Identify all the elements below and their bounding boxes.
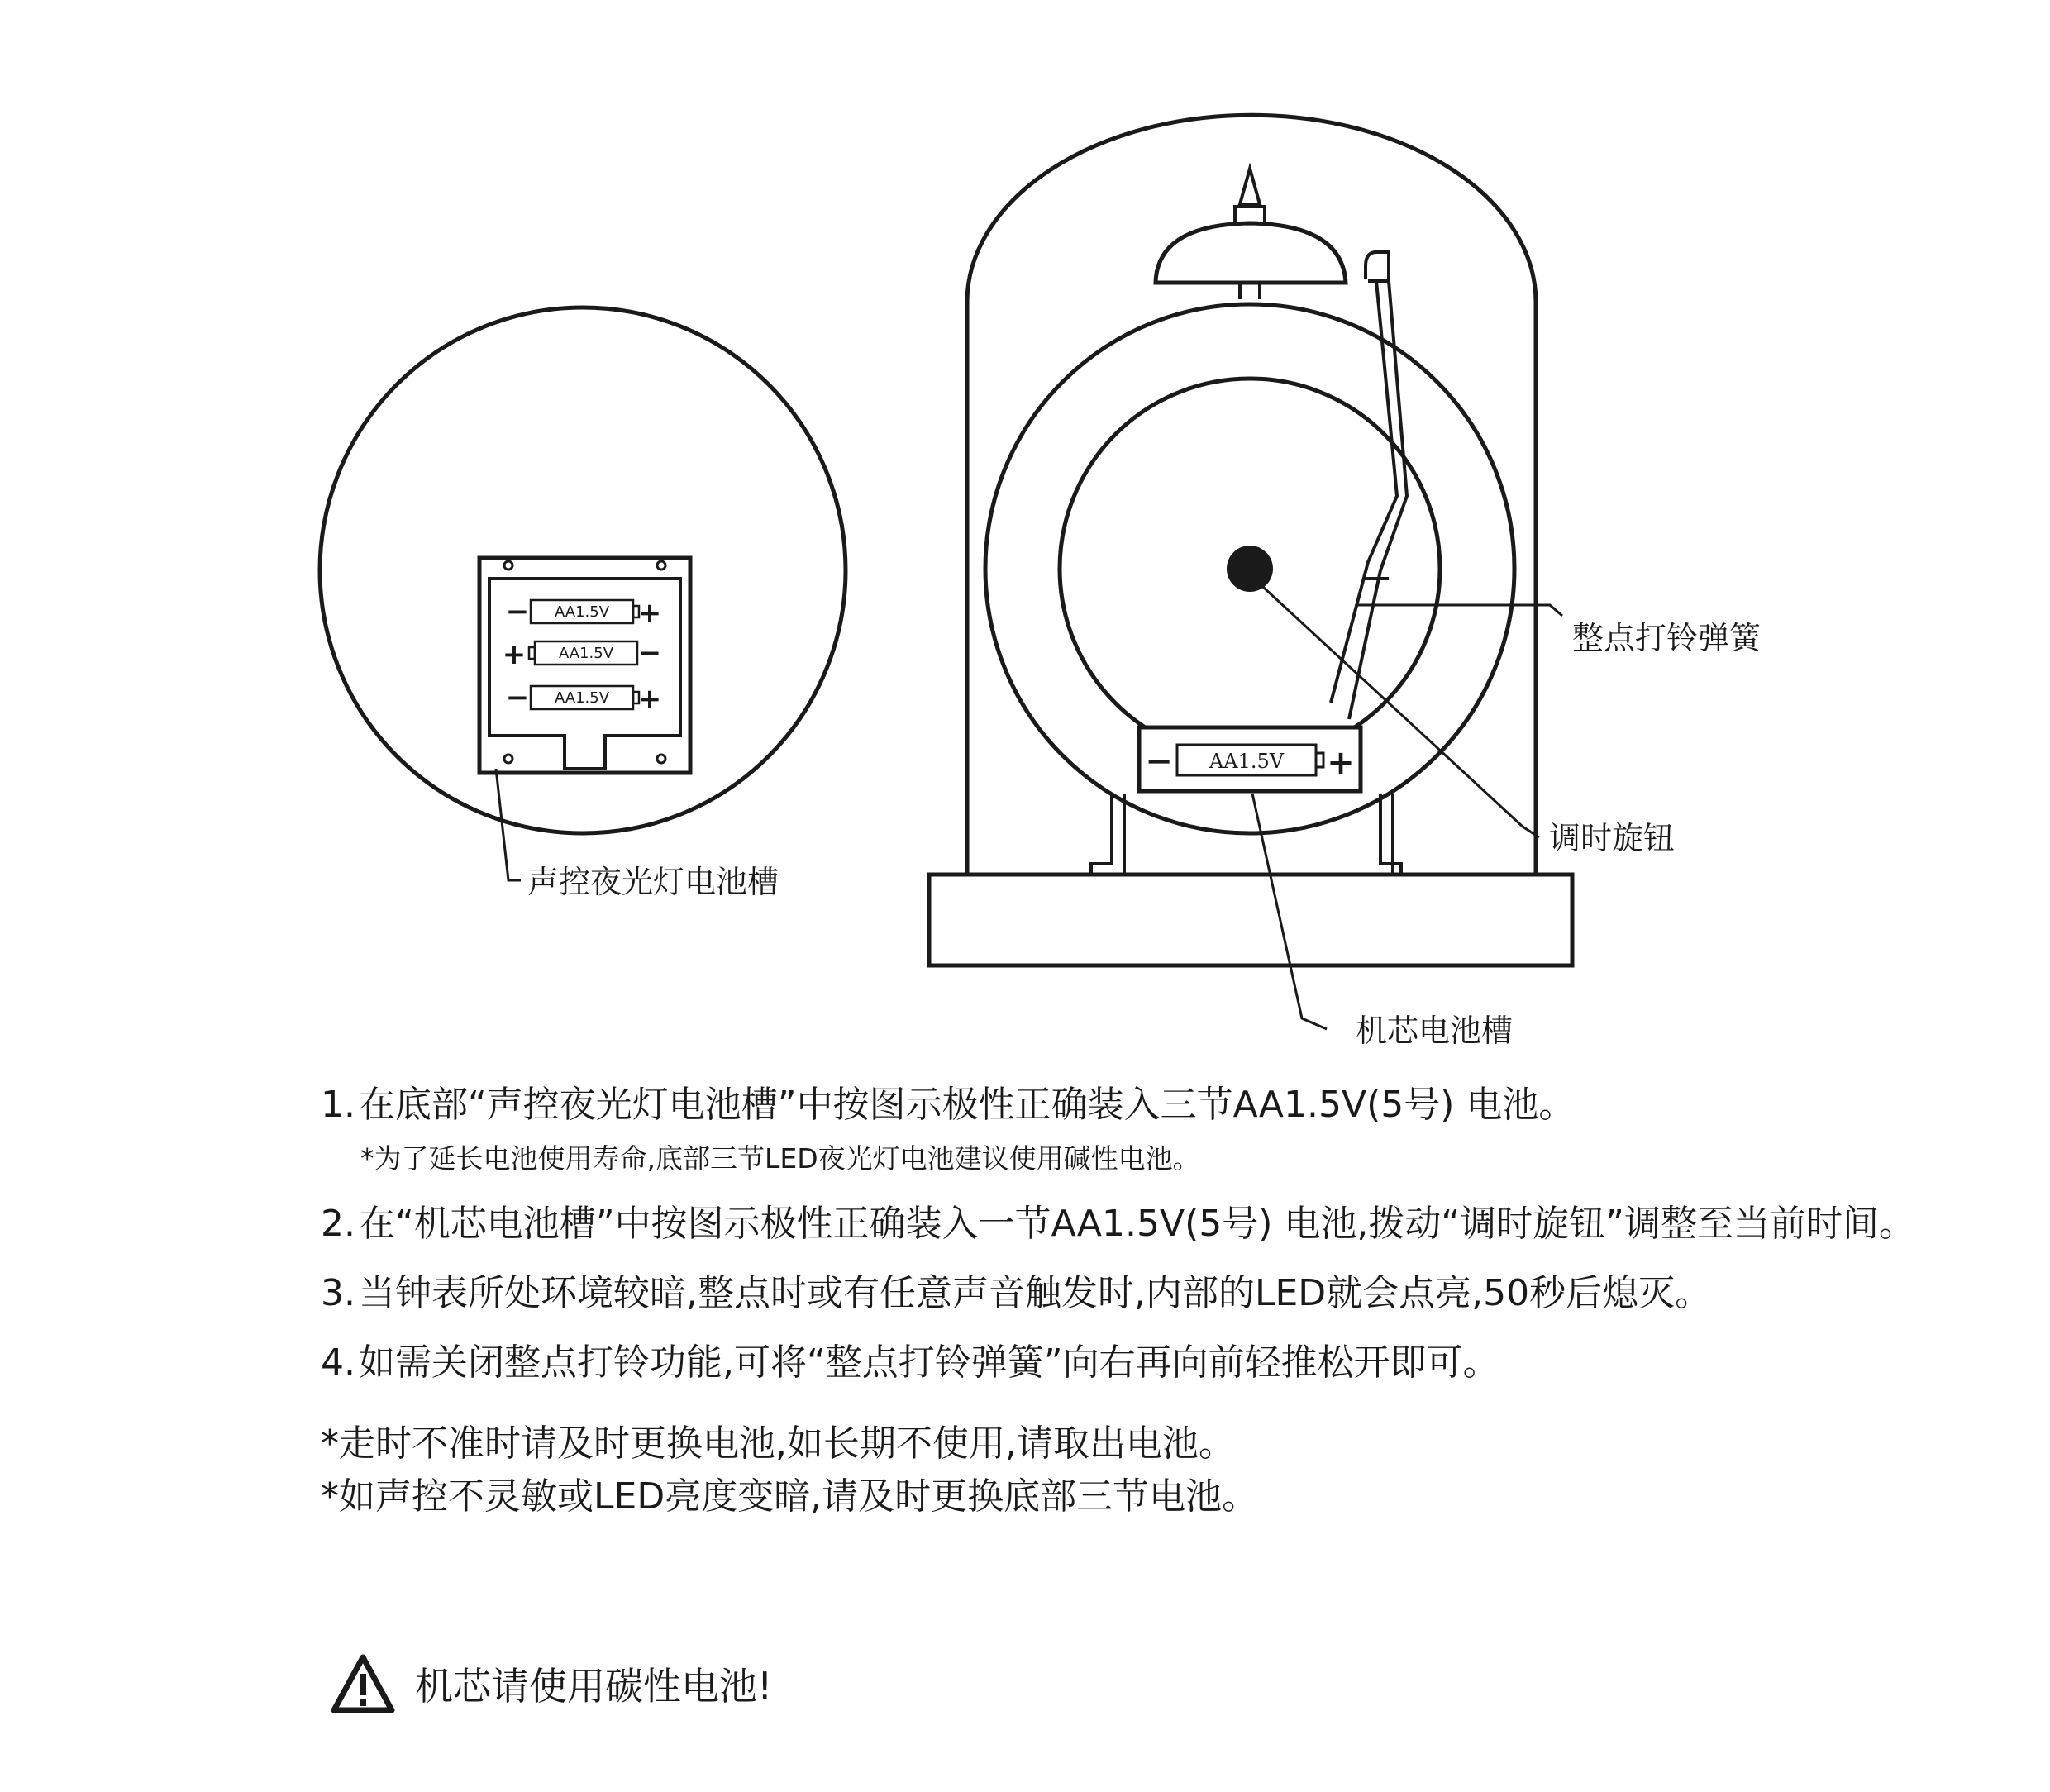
minus-sign: − — [505, 681, 530, 714]
step-text: 在底部“声控夜光灯电池槽”中按图示极性正确装入三节AA1.5V(5号) 电池。 — [359, 1084, 1576, 1126]
callout-line-chime-spring — [1356, 605, 1562, 616]
time-knob — [1227, 546, 1273, 592]
plus-sign: + — [637, 597, 662, 630]
instructions — [321, 1079, 1974, 1523]
battery-label: AA1.5V — [1209, 750, 1285, 773]
minus-sign: − — [505, 595, 530, 628]
bell — [1156, 223, 1346, 283]
tip-line: *如声控不灵敏或LED亮度变暗,请及时更换底部三节电池。 — [321, 1475, 1259, 1518]
step-3 — [321, 1267, 1974, 1320]
label-chime-spring: 整点打铃弹簧 — [1572, 620, 1762, 656]
step-number: 2. — [321, 1203, 355, 1245]
plus-sign: + — [502, 638, 527, 671]
step-text: 如需关闭整点打铃功能,可将“整点打铃弹簧”向右再向前轻推松开即可。 — [359, 1342, 1499, 1384]
chime-spring — [1366, 252, 1389, 281]
warning — [331, 1647, 772, 1721]
tips — [321, 1418, 1974, 1523]
stand-leg-left — [1091, 794, 1124, 875]
step-text: 当钟表所处环境较暗,整点时或有任意声音触发时,内部的LED就会点亮,50秒后熄灭。 — [359, 1272, 1712, 1314]
step-1 — [321, 1079, 1974, 1132]
step-1-note: *为了延长电池使用寿命,底部三节LED夜光灯电池建议使用碱性电池。 — [360, 1142, 1200, 1175]
step-number: 1. — [321, 1084, 355, 1126]
label-night-light-slot: 声控夜光灯电池槽 — [527, 864, 779, 900]
minus-sign: − — [1145, 742, 1173, 780]
plus-sign: + — [637, 683, 662, 716]
battery-label: AA1.5V — [554, 689, 610, 707]
stand-leg-right — [1380, 794, 1401, 875]
clock-bottom-view — [320, 307, 846, 833]
battery-label: AA1.5V — [554, 603, 610, 621]
step-2 — [321, 1198, 1974, 1251]
step-4 — [321, 1337, 1974, 1389]
minus-sign: − — [637, 636, 662, 670]
callout-line-time-knob — [1254, 579, 1539, 837]
warning-triangle-icon — [331, 1654, 395, 1713]
plus-sign: + — [1327, 744, 1355, 782]
step-number: 4. — [321, 1342, 355, 1384]
step-number: 3. — [321, 1272, 355, 1314]
battery-label: AA1.5V — [558, 645, 614, 662]
clock-base — [929, 875, 1572, 965]
label-time-knob: 调时旋钮 — [1549, 820, 1676, 856]
step-text: 在“机芯电池槽”中按图示极性正确装入一节AA1.5V(5号) 电池,拨动“调时旋钮”调整至当前时间。 — [359, 1203, 1915, 1245]
label-movement-slot: 机芯电池槽 — [1356, 1013, 1514, 1049]
warning-text: 机芯请使用碳性电池! — [415, 1664, 773, 1709]
tip-line: *走时不准时请及时更换电池,如长期不使用,请取出电池。 — [321, 1423, 1235, 1465]
